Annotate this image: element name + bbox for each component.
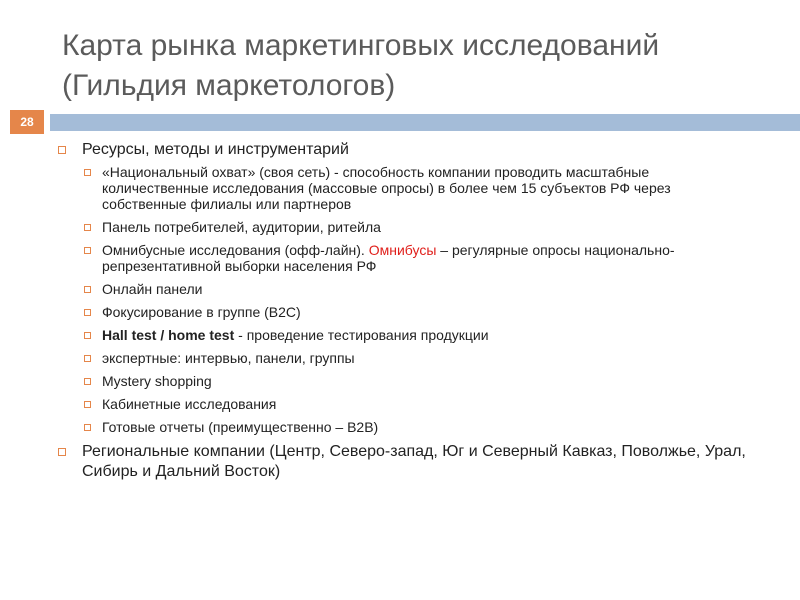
square-bullet-icon [58,448,66,456]
list-item [82,242,758,274]
slide-title [62,26,782,106]
list-item-text: Mystery shopping [102,373,212,389]
square-bullet-icon [84,378,91,385]
square-bullet-icon [84,286,91,293]
highlight-text: Омнибусы [368,242,437,258]
title-line-2: (Гильдия маркетологов) [62,69,396,102]
square-bullet-icon [84,309,91,316]
list-item [82,373,758,389]
square-bullet-icon [84,424,91,431]
list-item [82,304,758,320]
list-item-text: «Национальный охват» (своя сеть) - способность компании проводить масштабные количественные исследования (массовые опросы) в более чем 15 субъектов РФ через собственные филиалы или партнеров [102,164,671,212]
square-bullet-icon [84,247,91,254]
page-number: 28 [20,115,34,129]
square-bullet-icon [84,401,91,408]
list-item [82,164,758,212]
page-number-badge [10,110,44,134]
list-item-strong: Hall test / home test [102,327,235,343]
square-bullet-icon [84,332,91,339]
regional-heading: Региональные компании (Центр, Северо-запад, Юг и Северный Кавказ, Поволжье, Урал, Сибирь и Дальний Восток) [82,443,746,480]
list-item-text: Омнибусные исследования (офф-лайн). [102,242,369,258]
square-bullet-icon [84,224,91,231]
list-item-text: Фокусирование в группе (B2C) [102,304,301,320]
list-item [82,327,758,343]
list-item-rest: – регулярные опросы национально-репрезентативной выборки населения РФ [102,242,675,274]
resources-heading: Ресурсы, методы и инструментарий [82,141,349,158]
square-bullet-icon [84,355,91,362]
square-bullet-icon [58,146,66,154]
square-bullet-icon [84,169,91,176]
list-item-text: экспертные: интервью, панели, группы [102,350,355,366]
list-item-text: Онлайн панели [102,281,203,297]
list-item-text: Панель потребителей, аудитории, ритейла [102,219,381,235]
list-item [82,350,758,366]
header-divider-bar [50,114,800,131]
slide-content [58,140,758,482]
bullet-resources [58,140,758,435]
list-item [82,396,758,412]
list-item [82,219,758,235]
title-line-1: Карта рынка маркетинговых исследований [62,29,660,62]
list-item-rest: - проведение тестирования продукции [234,327,489,343]
list-item-text: Готовые отчеты (преимущественно – B2B) [102,419,379,435]
resources-list [82,164,758,435]
list-item [82,281,758,297]
list-item [82,419,758,435]
list-item-text: Кабинетные исследования [102,396,277,412]
bullet-regional [58,442,758,482]
